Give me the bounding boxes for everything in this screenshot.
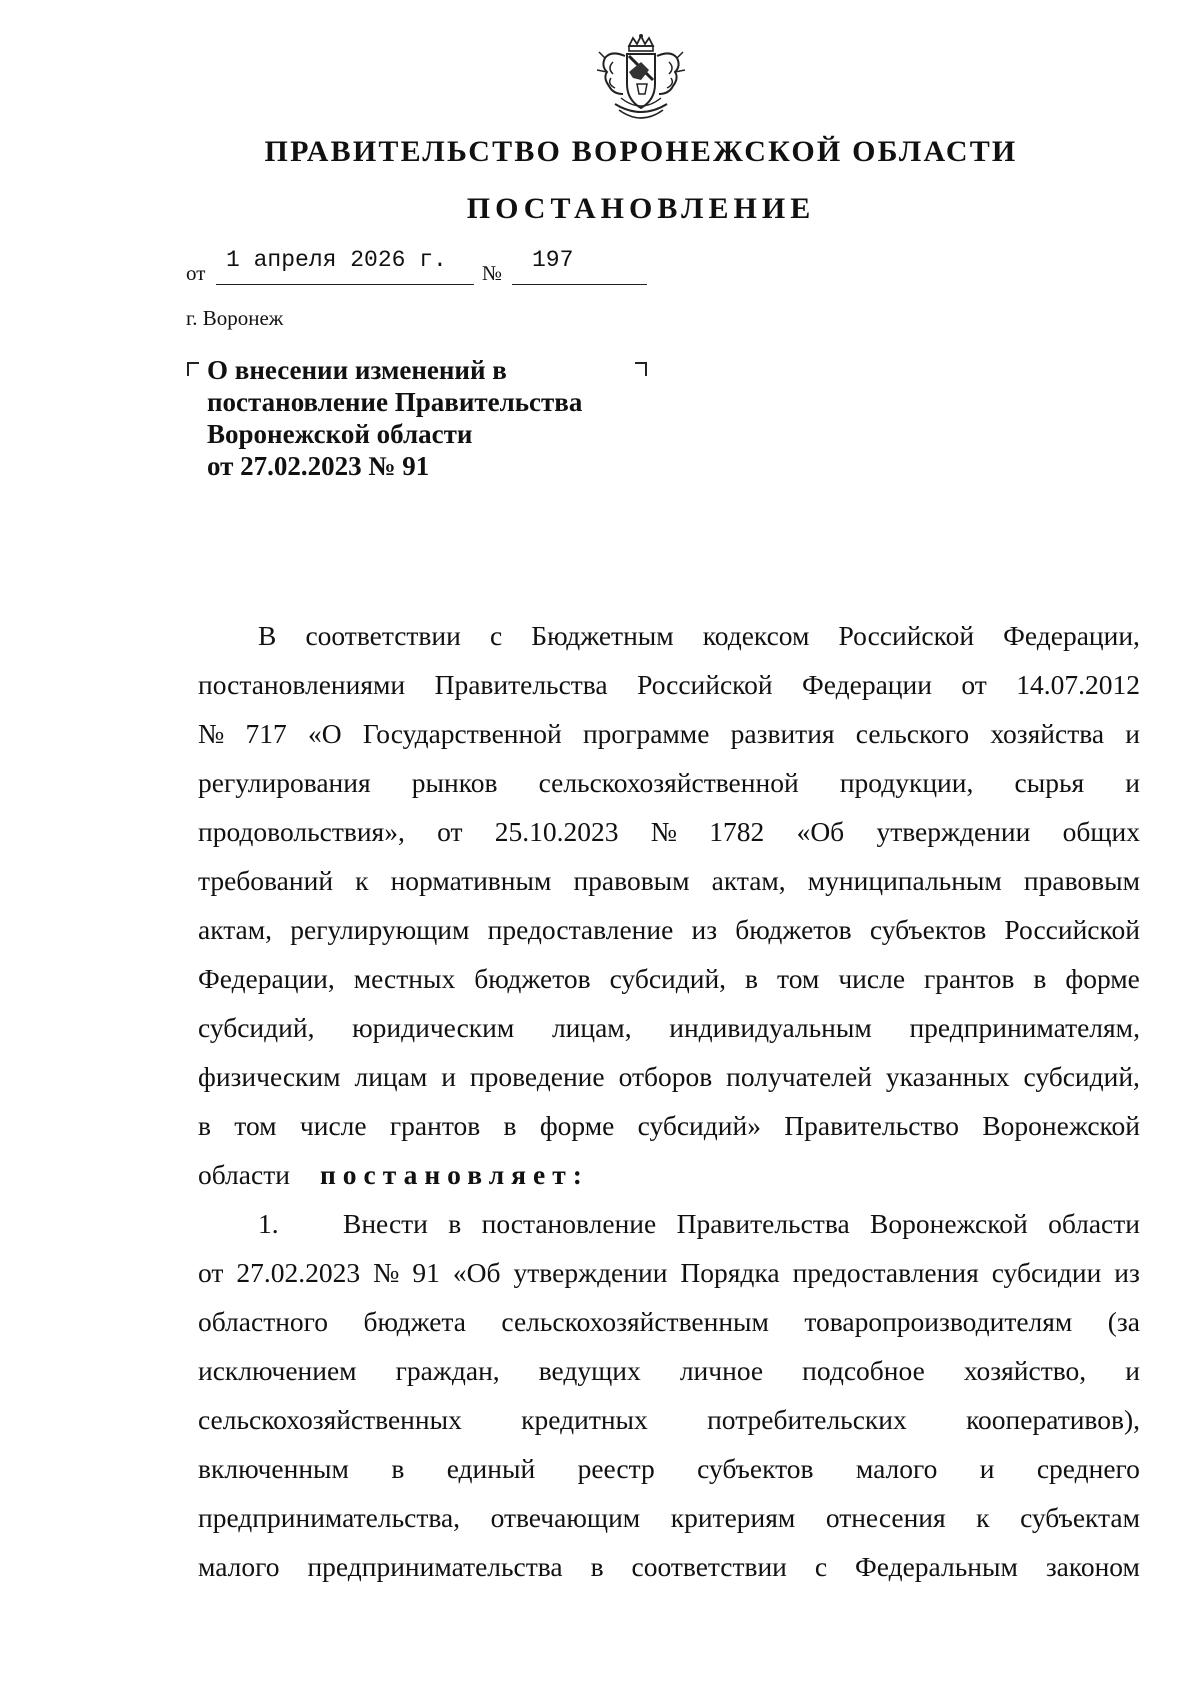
subject-line: Воронежской области <box>207 419 473 449</box>
word: утверждении <box>513 1257 668 1288</box>
word: том <box>234 1110 277 1141</box>
word: области <box>1048 1208 1140 1239</box>
word: 91 <box>412 1257 440 1288</box>
subject-line: от 27.02.2023 № 91 <box>207 451 430 481</box>
decree-line-start: области <box>198 1159 290 1190</box>
word: отнесения <box>825 1502 946 1533</box>
text-line <box>198 758 1140 807</box>
word: Федерации, <box>198 963 335 994</box>
word: постановление <box>481 1208 657 1239</box>
word: Правительство <box>784 1110 960 1141</box>
word: продукции, <box>839 767 974 798</box>
word: числе <box>838 963 906 994</box>
word: хозяйство, <box>963 1355 1087 1386</box>
word: субъектов <box>697 1453 814 1484</box>
word: правовым <box>573 865 690 896</box>
word: с <box>489 620 503 651</box>
word: указанных <box>885 1061 1010 1092</box>
word: Российской <box>637 669 773 700</box>
text-line <box>198 1444 1140 1493</box>
word: от <box>961 669 987 700</box>
word: лицам, <box>551 1012 632 1043</box>
text-line <box>198 856 1140 905</box>
word: с <box>814 1551 828 1582</box>
text-line <box>198 1346 1140 1395</box>
text-line <box>198 1493 1140 1542</box>
number-label: № <box>482 261 503 285</box>
word: том <box>777 963 820 994</box>
word: общих <box>1062 816 1140 847</box>
text-line <box>198 1395 1140 1444</box>
word: включенным <box>198 1453 349 1484</box>
word: соответствии <box>631 1551 787 1582</box>
text-line <box>198 1052 1140 1101</box>
word: в <box>1033 963 1047 994</box>
word: кодексом <box>702 620 810 651</box>
word: субъектов <box>869 914 987 945</box>
word: к <box>355 865 369 896</box>
word: в <box>448 1208 462 1239</box>
word: грантов <box>924 963 1015 994</box>
voronezh-coat-of-arms-icon <box>591 32 691 128</box>
date-number-row <box>0 240 700 290</box>
word: Правительства <box>676 1208 850 1239</box>
word: «Об <box>452 1257 501 1288</box>
word: отвечающим <box>490 1502 641 1533</box>
word: 27.02.2023 <box>236 1257 361 1288</box>
word: и <box>1125 718 1140 749</box>
word: реестр <box>577 1453 655 1484</box>
word: соответствии <box>305 620 461 651</box>
decree-number: 197 <box>532 247 574 273</box>
text-line <box>198 807 1140 856</box>
word: товаропроизводителям <box>804 1306 1073 1337</box>
text-line <box>198 905 1140 954</box>
word: бюджетов <box>735 914 852 945</box>
word: кооперативов), <box>966 1404 1140 1435</box>
word: 717 <box>245 718 287 749</box>
word: № <box>198 718 225 749</box>
word: предоставление <box>487 914 674 945</box>
word: нормативным <box>390 865 552 896</box>
word: сельскохозяйственных <box>198 1404 462 1435</box>
word: в <box>198 1110 211 1141</box>
word: от <box>437 816 463 847</box>
word: рынков <box>411 767 498 798</box>
text-line <box>198 1101 1140 1150</box>
word: среднего <box>1036 1453 1140 1484</box>
word: исключением <box>198 1355 357 1386</box>
word: В <box>258 620 277 651</box>
word: и <box>1125 767 1140 798</box>
word: Бюджетным <box>531 620 674 651</box>
word: бюджета <box>363 1306 466 1337</box>
word: субъектам <box>1020 1502 1140 1533</box>
word: Российской <box>1004 914 1140 945</box>
word: субсидий, <box>198 1012 315 1043</box>
word: Федерации, <box>1003 620 1140 651</box>
word: критериям <box>670 1502 796 1533</box>
word: постановлениями <box>198 669 406 700</box>
word: проведение <box>469 1061 605 1092</box>
text-line <box>198 709 1140 758</box>
word: Воронежской <box>982 1110 1140 1141</box>
subject-corner-left <box>187 362 199 376</box>
word: от <box>198 1257 224 1288</box>
decree-statement-line <box>198 1150 1140 1199</box>
word: граждан, <box>395 1355 500 1386</box>
item-1-paragraph <box>198 1199 1140 1591</box>
city-name: г. Воронеж <box>186 306 284 330</box>
word: физическим <box>198 1061 341 1092</box>
subject-line: постановление Правительства <box>207 387 583 417</box>
organization-title: ПРАВИТЕЛЬСТВО ВОРОНЕЖСКОЙ ОБЛАСТИ <box>264 135 1018 168</box>
text-line <box>198 954 1140 1003</box>
word: малого <box>855 1453 938 1484</box>
word: Государственной <box>362 718 562 749</box>
word: ведущих <box>538 1355 641 1386</box>
word: местных <box>353 963 456 994</box>
word: законом <box>1045 1551 1140 1582</box>
word: и <box>441 1061 456 1092</box>
word: лицам <box>354 1061 428 1092</box>
word: субсидии <box>991 1257 1102 1288</box>
word: утверждении <box>876 816 1031 847</box>
word: № <box>373 1257 400 1288</box>
word: 14.07.2012 <box>1016 669 1140 700</box>
word: отборов <box>618 1061 713 1092</box>
text-line <box>198 1248 1140 1297</box>
word: из <box>1114 1257 1140 1288</box>
word: в <box>503 1110 517 1141</box>
word: предпринимательства, <box>198 1502 461 1533</box>
word: форме <box>539 1110 615 1141</box>
decree-body <box>198 611 1140 1591</box>
word: в <box>590 1551 604 1582</box>
word: субсидий» <box>637 1110 761 1141</box>
word: 25.10.2023 <box>494 816 619 847</box>
text-line <box>198 660 1140 709</box>
word: № <box>650 816 678 847</box>
word: (за <box>1107 1306 1140 1337</box>
word: бюджетов <box>474 963 591 994</box>
document-type: ПОСТАНОВЛЕНИЕ <box>466 192 816 225</box>
word: малого <box>198 1551 280 1582</box>
word: подсобное <box>802 1355 925 1386</box>
word: и <box>1125 1355 1140 1386</box>
word: единый <box>446 1453 536 1484</box>
word: областного <box>198 1306 329 1337</box>
word: муниципальным <box>807 865 1002 896</box>
decree-word: постановляет: <box>319 1159 589 1190</box>
word: сельского <box>855 718 970 749</box>
word: форме <box>1065 963 1140 994</box>
word: Внести <box>343 1208 428 1239</box>
word: грантов <box>389 1110 481 1141</box>
word: требований <box>198 865 334 896</box>
word: актам, <box>711 865 786 896</box>
word: юридическим <box>352 1012 515 1043</box>
word: «О <box>307 718 342 749</box>
word: личное <box>679 1355 764 1386</box>
decree-subject <box>207 354 647 482</box>
text-line <box>198 1199 1140 1248</box>
item-number: 1. <box>258 1208 279 1239</box>
word: кредитных <box>521 1404 648 1435</box>
word: в <box>391 1453 405 1484</box>
text-line <box>198 1003 1140 1052</box>
word: числе <box>299 1110 367 1141</box>
subject-line: О внесении изменений в <box>207 355 507 385</box>
word: потребительских <box>707 1404 907 1435</box>
number-underline <box>512 284 647 285</box>
word: регулирующим <box>290 914 470 945</box>
text-line <box>198 1542 1140 1591</box>
word: актам, <box>198 914 273 945</box>
word: предпринимателям, <box>909 1012 1140 1043</box>
word: получателей <box>726 1061 872 1092</box>
text-line <box>198 1297 1140 1346</box>
word: Федеральным <box>855 1551 1018 1582</box>
word: программе <box>582 718 710 749</box>
word: правовым <box>1023 865 1140 896</box>
word: сырья <box>1014 767 1085 798</box>
word: из <box>691 914 718 945</box>
word: Порядка <box>680 1257 780 1288</box>
word: предпринимательства <box>307 1551 563 1582</box>
word: сельскохозяйственной <box>538 767 799 798</box>
word: индивидуальным <box>669 1012 872 1043</box>
word: субсидий, <box>609 963 727 994</box>
word: к <box>976 1502 990 1533</box>
item-first-line-words <box>343 1199 1140 1248</box>
decree-date: 1 апреля 2026 г. <box>226 247 447 273</box>
word: и <box>979 1453 995 1484</box>
word: в <box>745 963 759 994</box>
word: 1782 <box>709 816 765 847</box>
date-underline <box>216 284 474 285</box>
word: продовольствия», <box>198 816 405 847</box>
text-line <box>198 611 1140 660</box>
word: сельскохозяйственным <box>501 1306 769 1337</box>
word: развития <box>730 718 835 749</box>
preamble-paragraph <box>198 611 1140 1150</box>
word: Воронежской <box>870 1208 1028 1239</box>
word: регулирования <box>198 767 371 798</box>
word: Правительства <box>434 669 608 700</box>
date-prefix-label: от <box>186 261 206 285</box>
word: Российской <box>838 620 975 651</box>
word: субсидий, <box>1023 1061 1140 1092</box>
word: «Об <box>796 816 845 847</box>
word: предоставления <box>792 1257 979 1288</box>
word: Федерации <box>802 669 932 700</box>
word: хозяйства <box>990 718 1105 749</box>
